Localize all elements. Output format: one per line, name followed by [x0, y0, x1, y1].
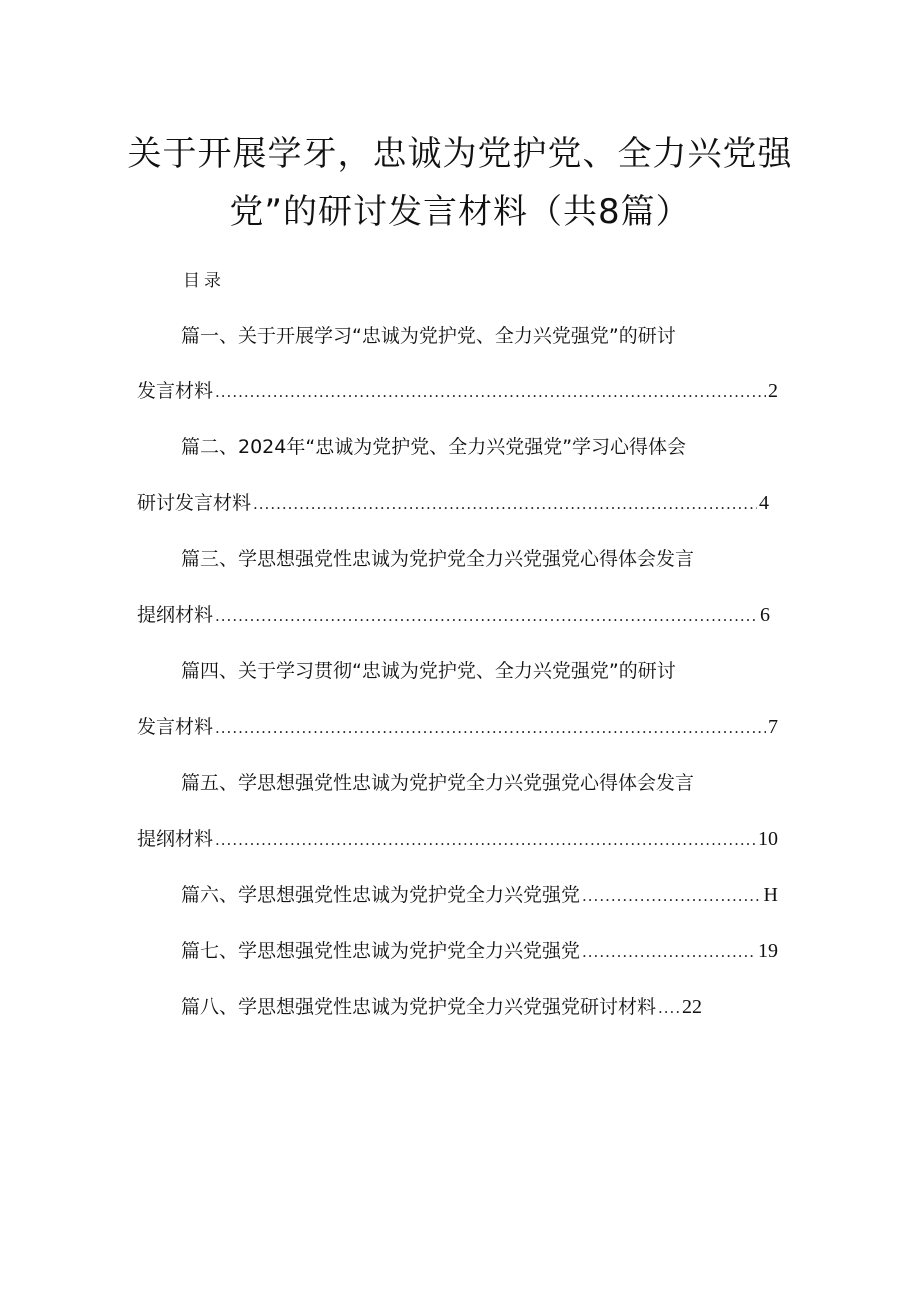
toc-entry-5-page: 10 — [758, 828, 778, 850]
toc-entry-2-text: 研讨发言材料 — [137, 492, 252, 514]
toc-leader-dots — [658, 993, 680, 1023]
toc-entry-3-continuation[interactable] — [137, 600, 770, 631]
toc-entry-1-text: 发言材料 — [137, 380, 214, 402]
document-title-line-1: 关于开展学牙，忠诚为党护党、全力兴党强 — [127, 134, 793, 174]
toc-entry-4-title[interactable]: 篇四、关于学习贯彻“忠诚为党护党、全力兴党强党”的研讨 — [181, 660, 676, 682]
toc-entry-1-title[interactable]: 篇一、关于开展学习“忠诚为党护党、全力兴党强党”的研讨 — [181, 325, 676, 347]
toc-entry-7-text: 篇七、学思想强党性忠诚为党护党全力兴党强党 — [181, 940, 581, 962]
toc-leader-dots — [582, 881, 762, 911]
toc-entry-2-continuation[interactable] — [137, 488, 769, 519]
toc-leader-dots — [215, 825, 756, 855]
toc-entry-5-title[interactable]: 篇五、学思想强党性忠诚为党护党全力兴党强党心得体会发言 — [181, 772, 695, 794]
toc-entry-4-page: 7 — [768, 716, 778, 738]
toc-entry-6[interactable] — [181, 880, 778, 911]
toc-entry-6-text: 篇六、学思想强党性忠诚为党护党全力兴党强党 — [181, 884, 581, 906]
toc-entry-2-page: 4 — [759, 492, 769, 514]
toc-entry-3-page: 6 — [760, 604, 770, 626]
toc-leader-dots — [215, 377, 766, 407]
document-title-line-2: 党”的研讨发言材料（共8篇） — [229, 192, 691, 232]
toc-leader-dots — [215, 601, 758, 631]
toc-entry-3-text: 提纲材料 — [137, 604, 214, 626]
toc-entry-1-page: 2 — [768, 380, 778, 402]
toc-entry-5-continuation[interactable] — [137, 824, 778, 855]
toc-leader-dots — [215, 713, 766, 743]
toc-heading: 目录 — [183, 271, 225, 291]
toc-leader-dots — [253, 489, 757, 519]
toc-leader-dots — [582, 937, 756, 967]
toc-entry-1-continuation[interactable] — [137, 376, 778, 407]
toc-entry-8-page: 22 — [682, 996, 703, 1018]
toc-entry-4-text: 发言材料 — [137, 716, 214, 738]
toc-entry-7-page: 19 — [758, 940, 778, 962]
toc-entry-4-continuation[interactable] — [137, 712, 778, 743]
toc-entry-8-text: 篇八、学思想强党性忠诚为党护党全力兴党强党研讨材料 — [181, 996, 657, 1018]
toc-entry-8[interactable] — [181, 992, 726, 1023]
toc-entry-7[interactable] — [181, 936, 778, 967]
toc-entry-2-title[interactable]: 篇二、2024年“忠诚为党护党、全力兴党强党”学习心得体会 — [181, 436, 687, 458]
toc-entry-5-text: 提纲材料 — [137, 828, 214, 850]
toc-entry-6-page: H — [763, 884, 778, 906]
toc-entry-3-title[interactable]: 篇三、学思想强党性忠诚为党护党全力兴党强党心得体会发言 — [181, 548, 695, 570]
